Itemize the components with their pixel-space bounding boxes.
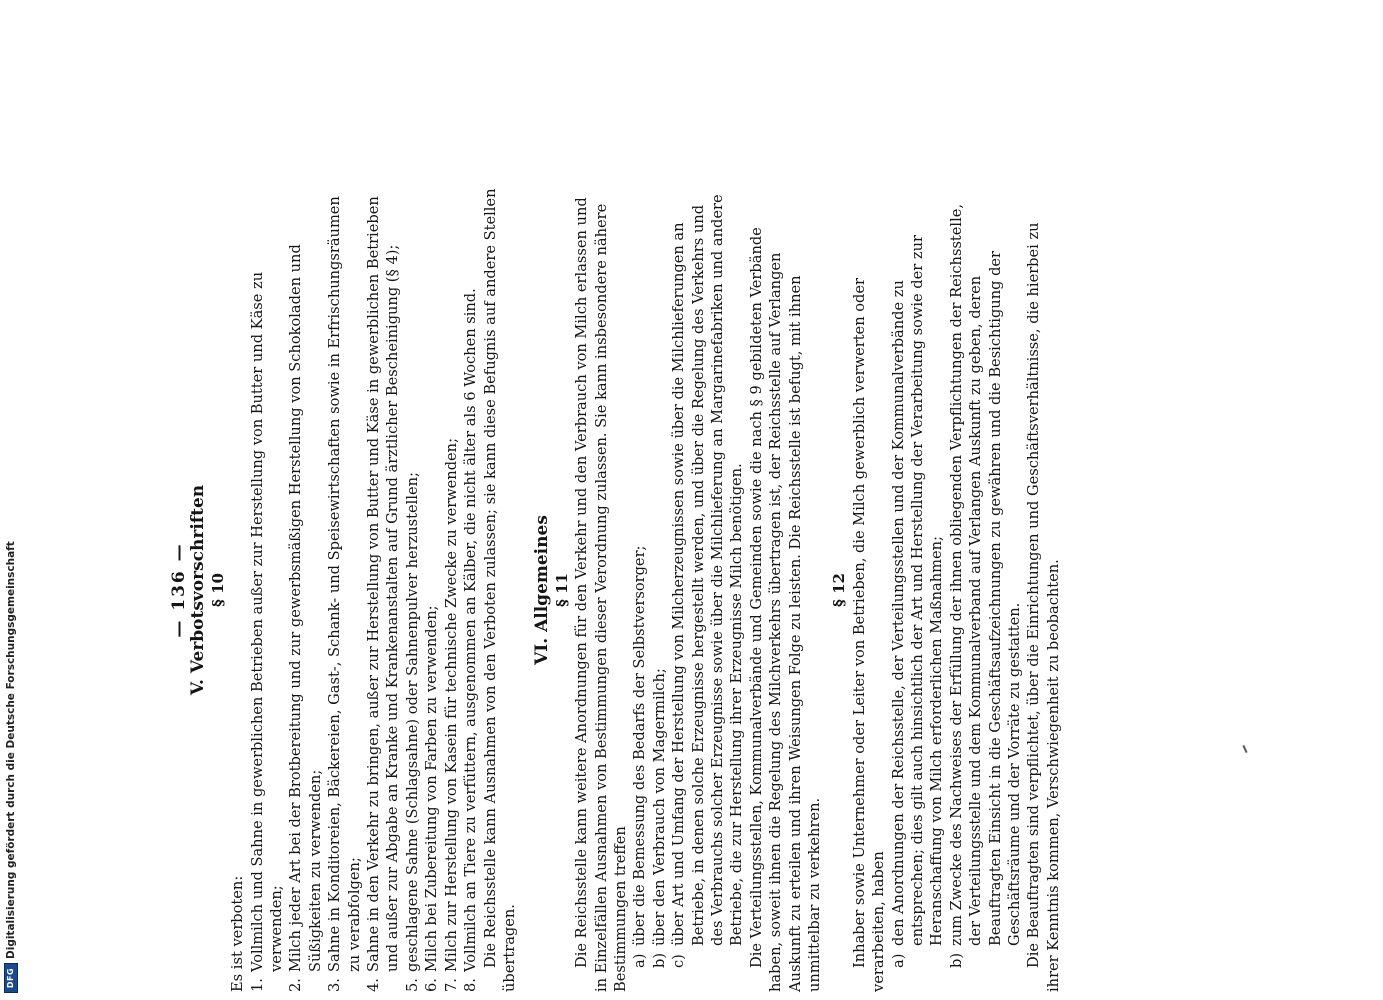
list-item	[669, 188, 747, 992]
list-item-text: über Art und Umfang der Herstellung von Milcherzeugnissen sowie über die Milchlieferungen an Betriebe, in denen solche Erzeugnisse hergestellt werden, und über die Regelung des Verkehrs und des Verbrauchs solcher Erzeugnisse sowie über die Milchlieferung an Margarinefabriken und andere Betriebe, die zur Herstellung ihrer Erzeugnisse Milch benötigen.	[670, 194, 746, 946]
prohibition-list	[248, 188, 481, 992]
list-item-number: b)	[947, 952, 965, 968]
paragraph-11-closing: Die Verteilungsstellen, Kommunalverbände und Gemeinden sowie die nach § 9 gebildeten Verbände haben, soweit ihnen die Regelung des Milchverkehrs übertragen ist, der Reichsstelle auf Verlangen Auskunft zu erteilen und ihren Weisungen Folge zu leisten. Die Reichsstelle ist befugt, mit ihnen unmittelbar zu verkehren.	[747, 227, 823, 992]
list-item	[325, 188, 364, 992]
paragraph-12-intro: Inhaber sowie Unternehmer oder Leiter von Betrieben, die Milch gewerblich verwerten oder verarbeiten, haben	[850, 278, 888, 992]
list-item-text: zum Zwecke des Nachweises der Erfüllung der ihnen obliegenden Verpflichtungen der Reichsstelle, der Verteilungsstelle und dem Kommunalverband auf Verlangen Auskunft zu geben, deren Beauftragten Einsicht in die Geschäftsaufzeichnungen zu gewähren und die Besichtigung der Geschäftsräume und der Vorräte zu gestatten.	[947, 203, 1024, 946]
list-item-text: Vollmilch und Sahne in gewerblichen Betrieben außer zur Herstellung von Butter und Käse zu verwenden;	[248, 271, 286, 972]
list-item-number: 8.	[462, 978, 480, 992]
list-item	[630, 188, 649, 992]
list-item-text: über den Verbrauch von Magermilch;	[650, 668, 668, 946]
list-item-number: 4.	[365, 978, 383, 992]
list-item	[422, 188, 441, 992]
list-item-number: 1.	[248, 978, 266, 992]
digitization-credit	[4, 541, 18, 993]
list-item	[403, 188, 422, 992]
list-item-number: 7.	[442, 978, 460, 992]
list-item-text: Milch zur Herstellung von Kasein für technische Zwecke zu verwenden;	[442, 438, 460, 972]
paragraph-11-intro: Die Reichsstelle kann weitere Anordnungen für den Verkehr und den Verbrauch von Milch erlassen und in Einzelfällen Ausnahmen von Bestimmungen dieser Verordnung zulassen. Sie kann insbesondere nähere Bestimmungen treffen	[573, 197, 629, 992]
list-item	[947, 188, 1025, 992]
list-item-text: Milch bei Zubereitung von Farben zu verwenden;	[423, 605, 441, 972]
paragraph-11-list	[630, 188, 746, 992]
list-item	[650, 188, 669, 992]
list-item-text: über die Bemessung des Bedarfs der Selbstversorger;	[631, 545, 649, 946]
paragraph-10-heading: § 10	[208, 573, 227, 607]
list-item-number: a)	[631, 953, 649, 968]
paragraph-12-list	[889, 188, 1025, 992]
paragraph-11-heading: § 11	[552, 573, 571, 607]
section-v-intro: Es ist verboten:	[229, 875, 247, 992]
section-title-v: V. Verbotsvorschriften	[188, 484, 209, 696]
list-item-text: Milch jeder Art bei der Brotbereitung und zur gewerbsmäßigen Herstellung von Schokoladen und Süßigkeiten zu verwenden;	[287, 244, 324, 972]
list-item-number: 6.	[423, 978, 441, 992]
list-item-text: geschlagene Sahne (Schlagsahne) oder Sahnenpulver herzustellen;	[403, 472, 421, 972]
list-item-text: Sahne in den Verkehr zu bringen, außer zur Herstellung von Butter und Käse in gewerblichen Betrieben und außer zur Abgabe an Kranke und Krankenanstalten auf Grund ärztlicher Bescheinigung (§ 4);	[365, 196, 402, 972]
paragraph-12-closing: Die Beauftragten sind verpflichtet, über die Einrichtungen und Geschäftsverhältnisse, die hierbei zu ihrer Kenntnis kommen, Verschwiegenheit zu beobachten.	[1025, 222, 1062, 992]
list-item-number: b)	[650, 952, 668, 968]
list-item	[889, 188, 947, 992]
list-item	[461, 188, 480, 992]
list-item	[364, 188, 403, 992]
list-item-text: Vollmilch an Tiere zu verfüttern, ausgenommen an Kälber, die nicht älter als 6 Wochen sind.	[462, 288, 480, 972]
list-item	[442, 188, 461, 992]
rotated-text-block	[170, 180, 1180, 1000]
scan-speck	[1242, 745, 1247, 753]
list-item-number: a)	[889, 953, 907, 968]
paragraph-12-heading: § 12	[830, 573, 849, 607]
section-v-closing: Die Reichsstelle kann Ausnahmen von den Verboten zulassen; sie kann diese Befugnis auf andere Stellen übertragen.	[481, 188, 518, 992]
list-item-number: 3.	[326, 978, 344, 992]
list-item-number: 2.	[287, 978, 305, 992]
list-item	[248, 188, 287, 992]
dfg-logo-icon: DFG	[4, 963, 18, 993]
list-item-text: den Anordnungen der Reichsstelle, der Verteilungsstellen und der Kommunalverbände zu entsprechen; dies gilt auch hinsichtlich der Art und Herstellung der Verarbeitung sowie der zur Heranschaffung von Milch erforderlichen Maßnahmen;	[889, 235, 946, 946]
list-item-number: c)	[670, 954, 688, 968]
list-item-number: 5.	[403, 978, 421, 992]
credit-text: Digitalisierung gefördert durch die Deutsche Forschungsgemeinschaft	[5, 541, 17, 959]
section-title-vi: VI. Allgemeines	[532, 515, 553, 665]
list-item	[286, 188, 325, 992]
list-item-text: Sahne in Konditoreien, Bäckereien, Gast-, Schank- und Speisewirtschaften sowie in Erfrischungsräumen zu verabfolgen;	[326, 196, 363, 972]
page-number: — 136 —	[169, 542, 189, 638]
